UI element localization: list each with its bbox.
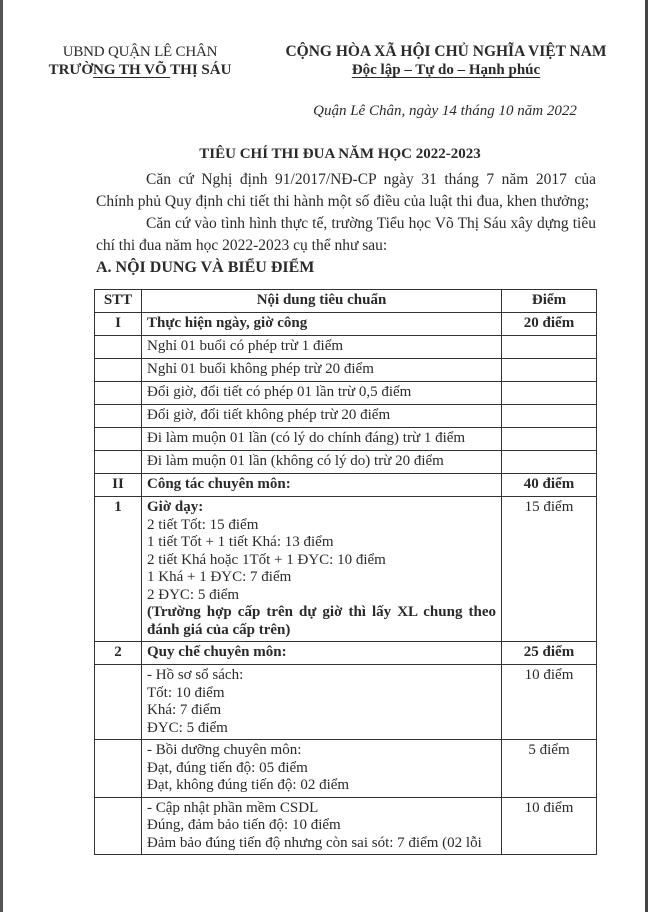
table-row (95, 382, 597, 405)
section-heading: A. NỘI DUNG VÀ BIỂU ĐIỂM (96, 259, 315, 276)
table-row (95, 359, 597, 382)
context-paragraph (96, 213, 596, 257)
table-row (95, 474, 597, 497)
place-date-line: Quận Lê Chân, ngày 14 tháng 10 năm 2022 (313, 103, 577, 119)
table-row (95, 405, 597, 428)
cell-content (142, 797, 502, 855)
cell-stt (95, 405, 142, 428)
authority-name: UBND QUẬN LÊ CHÂN (62, 44, 218, 60)
cell-content (142, 497, 502, 642)
table-row (95, 451, 597, 474)
cell-points: 40 điểm (502, 474, 597, 497)
criterion-line: - Bồi dưỡng chuyên môn: (147, 742, 302, 758)
table-row (95, 497, 597, 642)
cell-content (142, 313, 502, 336)
criterion-line: Đạt, đúng tiến độ: 05 điểm (147, 759, 308, 776)
school-name-part: THỊ SÁU (170, 62, 232, 78)
school-name-underlined: NG TH VÕ (93, 62, 171, 78)
cell-points (502, 382, 597, 405)
criterion-line: Đạt, không đúng tiến độ: 02 điểm (147, 777, 350, 793)
criterion-line: Đổi giờ, đổi tiết không phép trừ 20 điểm (147, 407, 391, 423)
header-points: Điểm (502, 290, 597, 313)
criterion-line: Thực hiện ngày, giờ công (147, 315, 308, 331)
cell-points: 5 điểm (502, 740, 597, 798)
criterion-line: 2 tiết Tốt: 15 điểm (147, 516, 259, 533)
table-row (95, 665, 597, 740)
cell-points: 10 điểm (502, 797, 597, 855)
cell-stt (95, 740, 142, 798)
paragraph-text: Căn cứ vào tình hình thực tế, trường Tiểu học Võ Thị Sáu xây dựng tiêu chí thi đua năm học 2022-2023 cụ thể như sau: (96, 215, 596, 254)
cell-content (142, 642, 502, 665)
cell-content (142, 665, 502, 740)
paragraph-text: Căn cứ Nghị định 91/2017/NĐ-CP ngày 31 tháng 7 năm 2017 của Chính phủ Quy định chi tiết thi hành một số điều của luật thi đua, khen thưởng; (96, 171, 596, 210)
cell-stt (95, 336, 142, 359)
criterion-line: - Hồ sơ sổ sách: (147, 667, 244, 683)
table-row (95, 428, 597, 451)
criterion-line: Khá: 7 điểm (147, 702, 222, 718)
school-name (40, 61, 240, 79)
criterion-line: Nghỉ 01 buổi không phép trừ 20 điểm (147, 361, 374, 377)
cell-points: 10 điểm (502, 665, 597, 740)
cell-points (502, 451, 597, 474)
cell-points (502, 336, 597, 359)
criterion-line: 1 Khá + 1 ĐYC: 7 điểm (147, 569, 292, 585)
table-row (95, 740, 597, 798)
cell-points (502, 405, 597, 428)
cell-stt (95, 665, 142, 740)
criterion-line: 2 tiết Khá hoặc 1Tốt + 1 ĐYC: 10 điểm (147, 551, 386, 568)
criterion-line: 1 tiết Tốt + 1 tiết Khá: 13 điểm (147, 534, 334, 550)
criterion-line: 2 ĐYC: 5 điểm (147, 586, 240, 603)
nation-name: CỘNG HÒA XÃ HỘI CHỦ NGHĨA VIỆT NAM (285, 43, 607, 60)
criterion-line: Đảm bảo đúng tiến độ nhưng còn sai sót: 7 điểm (02 lỗi (147, 834, 482, 851)
criterion-line: Quy chế chuyên môn: (147, 644, 287, 660)
cell-points: 20 điểm (502, 313, 597, 336)
cell-stt (95, 797, 142, 855)
cell-points (502, 428, 597, 451)
table-header-row (95, 290, 597, 313)
table-row (95, 797, 597, 855)
criterion-line: Đúng, đảm bảo tiến độ: 10 điểm (147, 817, 341, 833)
national-motto: Độc lập – Tự do – Hạnh phúc (351, 62, 541, 78)
criterion-line: Đi làm muộn 01 lần (có lý do chính đáng) trừ 1 điểm (147, 430, 466, 446)
cell-content (142, 359, 502, 382)
cell-stt: 1 (95, 497, 142, 642)
cell-stt: 2 (95, 642, 142, 665)
criterion-line: Công tác chuyên môn: (147, 476, 291, 492)
document-title: TIÊU CHÍ THI ĐUA NĂM HỌC 2022-2023 (199, 146, 481, 162)
national-heading (282, 43, 610, 79)
cell-stt: II (95, 474, 142, 497)
cell-stt (95, 428, 142, 451)
issuer-block (40, 43, 240, 79)
cell-content (142, 405, 502, 428)
cell-content (142, 474, 502, 497)
cell-points (502, 359, 597, 382)
cell-content (142, 428, 502, 451)
criterion-line: Nghỉ 01 buổi có phép trừ 1 điểm (147, 338, 344, 354)
criterion-line: Đổi giờ, đổi tiết có phép 01 lần trừ 0,5 điểm (147, 384, 412, 400)
table-body (95, 313, 597, 855)
criteria-table (94, 289, 597, 855)
cell-content (142, 740, 502, 798)
header-stt: STT (95, 290, 142, 313)
cell-stt (95, 359, 142, 382)
cell-content (142, 336, 502, 359)
criterion-line: Tốt: 10 điểm (147, 684, 225, 701)
school-name-part: TRƯỜ (48, 62, 94, 78)
cell-content (142, 451, 502, 474)
table-row (95, 313, 597, 336)
legal-basis-paragraph (96, 169, 596, 213)
criterion-line: - Cập nhật phần mềm CSDL (147, 799, 319, 816)
criterion-title: Giờ dạy: (147, 499, 204, 515)
cell-stt (95, 451, 142, 474)
criterion-line: Đi làm muộn 01 lần (không có lý do) trừ 20 điểm (147, 453, 444, 469)
criterion-line: ĐYC: 5 điểm (147, 719, 228, 736)
header-content: Nội dung tiêu chuẩn (142, 290, 502, 313)
criterion-note: (Trường hợp cấp trên dự giờ thì lấy XL chung theo đánh giá của cấp trên) (147, 604, 496, 638)
table-row (95, 642, 597, 665)
cell-points: 25 điểm (502, 642, 597, 665)
cell-points: 15 điểm (502, 497, 597, 642)
table-row (95, 336, 597, 359)
cell-stt (95, 382, 142, 405)
cell-content (142, 382, 502, 405)
cell-stt: I (95, 313, 142, 336)
